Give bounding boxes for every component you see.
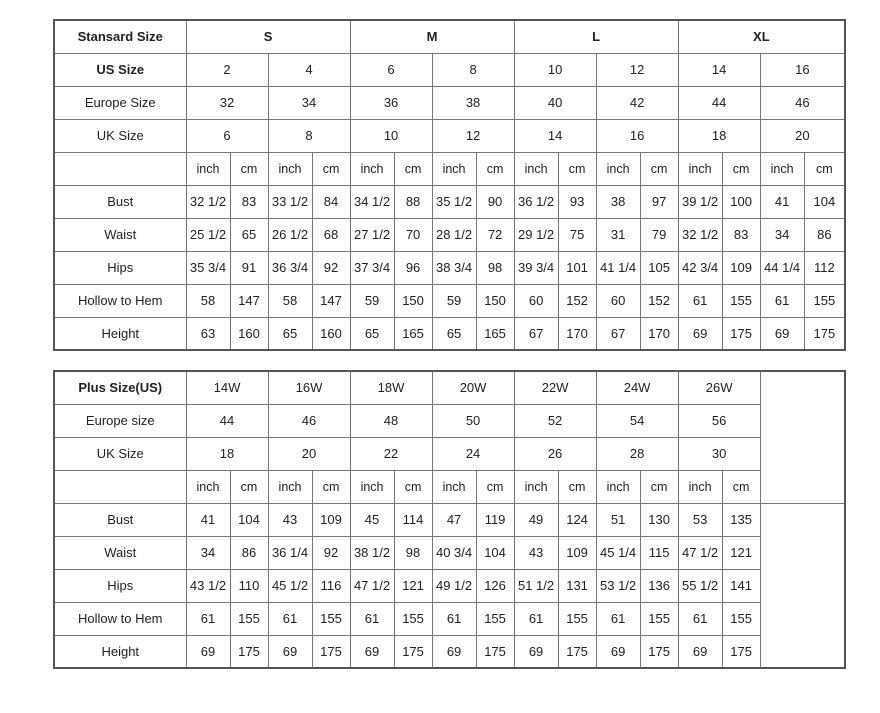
us-size-cell: 8 — [432, 53, 514, 86]
value-inch: 61 — [186, 602, 230, 635]
plus-size-cell: 26W — [678, 371, 760, 404]
europe-size-row — [54, 86, 845, 119]
unit-inch: inch — [678, 470, 722, 503]
measure-row — [54, 635, 845, 668]
value-cm: 86 — [230, 536, 268, 569]
value-cm: 175 — [722, 317, 760, 350]
value-inch: 31 — [596, 218, 640, 251]
plus-uk-cell: 18 — [186, 437, 268, 470]
value-cm: 110 — [230, 569, 268, 602]
value-inch: 35 1/2 — [432, 185, 476, 218]
value-cm: 96 — [394, 251, 432, 284]
value-inch: 49 1/2 — [432, 569, 476, 602]
value-inch: 39 3/4 — [514, 251, 558, 284]
value-cm: 70 — [394, 218, 432, 251]
value-inch: 60 — [514, 284, 558, 317]
unit-cm: cm — [722, 470, 760, 503]
unit-cm: cm — [722, 152, 760, 185]
value-inch: 43 1/2 — [186, 569, 230, 602]
value-cm: 155 — [312, 602, 350, 635]
size-header-m: M — [350, 20, 514, 53]
plus-uk-cell: 22 — [350, 437, 432, 470]
value-inch: 40 3/4 — [432, 536, 476, 569]
uk-size-cell: 6 — [186, 119, 268, 152]
value-cm: 165 — [476, 317, 514, 350]
value-inch: 45 1/4 — [596, 536, 640, 569]
uk-size-cell: 10 — [350, 119, 432, 152]
value-inch: 51 1/2 — [514, 569, 558, 602]
value-cm: 150 — [394, 284, 432, 317]
unit-inch: inch — [432, 470, 476, 503]
value-inch: 38 — [596, 185, 640, 218]
plus-europe-cell: 50 — [432, 404, 514, 437]
value-cm: 155 — [640, 602, 678, 635]
unit-cm: cm — [640, 470, 678, 503]
value-inch: 60 — [596, 284, 640, 317]
size-letter-row — [54, 20, 845, 53]
value-inch: 33 1/2 — [268, 185, 312, 218]
value-cm: 131 — [558, 569, 596, 602]
unit-inch: inch — [268, 470, 312, 503]
value-inch: 36 1/4 — [268, 536, 312, 569]
plus-size-cell: 14W — [186, 371, 268, 404]
value-cm: 152 — [640, 284, 678, 317]
value-inch: 43 — [268, 503, 312, 536]
value-cm: 135 — [722, 503, 760, 536]
value-cm: 170 — [558, 317, 596, 350]
value-inch: 27 1/2 — [350, 218, 394, 251]
measure-label: Waist — [54, 218, 186, 251]
value-inch: 36 3/4 — [268, 251, 312, 284]
value-cm: 72 — [476, 218, 514, 251]
value-cm: 124 — [558, 503, 596, 536]
value-cm: 175 — [476, 635, 514, 668]
unit-inch: inch — [186, 470, 230, 503]
plus-measure-rows — [54, 503, 845, 668]
value-cm: 175 — [230, 635, 268, 668]
value-inch: 45 1/2 — [268, 569, 312, 602]
value-cm: 83 — [722, 218, 760, 251]
value-inch: 49 — [514, 503, 558, 536]
unit-cm: cm — [476, 470, 514, 503]
value-cm: 150 — [476, 284, 514, 317]
unit-row-blank — [54, 152, 186, 185]
plus-size-table — [53, 370, 846, 669]
value-inch: 34 1/2 — [350, 185, 394, 218]
value-cm: 155 — [558, 602, 596, 635]
plus-size-cell: 18W — [350, 371, 432, 404]
value-cm: 175 — [312, 635, 350, 668]
uk-size-cell: 20 — [760, 119, 845, 152]
us-size-cell: 10 — [514, 53, 596, 86]
plus-uk-cell: 30 — [678, 437, 760, 470]
value-cm: 109 — [722, 251, 760, 284]
measure-label: Waist — [54, 536, 186, 569]
europe-size-cell: 46 — [760, 86, 845, 119]
plus-blank-column — [760, 371, 845, 503]
plus-europe-cell: 56 — [678, 404, 760, 437]
value-inch: 41 — [760, 185, 804, 218]
measure-label: Hips — [54, 569, 186, 602]
value-cm: 155 — [722, 602, 760, 635]
europe-size-cell: 42 — [596, 86, 678, 119]
value-cm: 175 — [394, 635, 432, 668]
plus-unit-row-blank — [54, 470, 186, 503]
us-size-cell: 14 — [678, 53, 760, 86]
measure-row — [54, 602, 845, 635]
value-cm: 86 — [804, 218, 845, 251]
value-inch: 69 — [760, 317, 804, 350]
unit-inch: inch — [350, 470, 394, 503]
value-inch: 41 1/4 — [596, 251, 640, 284]
value-inch: 35 3/4 — [186, 251, 230, 284]
value-cm: 141 — [722, 569, 760, 602]
value-cm: 84 — [312, 185, 350, 218]
unit-inch: inch — [186, 152, 230, 185]
uk-size-cell: 18 — [678, 119, 760, 152]
value-inch: 38 1/2 — [350, 536, 394, 569]
unit-cm: cm — [394, 470, 432, 503]
measure-row — [54, 569, 845, 602]
value-cm: 101 — [558, 251, 596, 284]
value-cm: 112 — [804, 251, 845, 284]
unit-cm: cm — [558, 152, 596, 185]
unit-inch: inch — [268, 152, 312, 185]
value-cm: 136 — [640, 569, 678, 602]
value-inch: 61 — [678, 602, 722, 635]
value-inch: 69 — [678, 635, 722, 668]
us-size-cell: 12 — [596, 53, 678, 86]
value-cm: 160 — [230, 317, 268, 350]
unit-inch: inch — [678, 152, 722, 185]
value-inch: 63 — [186, 317, 230, 350]
value-cm: 75 — [558, 218, 596, 251]
value-inch: 39 1/2 — [678, 185, 722, 218]
value-inch: 25 1/2 — [186, 218, 230, 251]
measure-label: Height — [54, 635, 186, 668]
plus-size-row — [54, 371, 845, 404]
value-inch: 47 1/2 — [678, 536, 722, 569]
value-inch: 42 3/4 — [678, 251, 722, 284]
unit-cm: cm — [230, 152, 268, 185]
unit-cm: cm — [394, 152, 432, 185]
measure-row — [54, 218, 845, 251]
value-inch: 44 1/4 — [760, 251, 804, 284]
value-cm: 104 — [476, 536, 514, 569]
value-cm: 155 — [722, 284, 760, 317]
value-inch: 47 — [432, 503, 476, 536]
value-inch: 61 — [432, 602, 476, 635]
value-inch: 59 — [432, 284, 476, 317]
value-cm: 100 — [722, 185, 760, 218]
unit-cm: cm — [804, 152, 845, 185]
plus-size-cell: 22W — [514, 371, 596, 404]
value-inch: 69 — [268, 635, 312, 668]
value-cm: 175 — [640, 635, 678, 668]
value-cm: 109 — [558, 536, 596, 569]
size-header-l: L — [514, 20, 678, 53]
value-inch: 69 — [678, 317, 722, 350]
value-cm: 121 — [394, 569, 432, 602]
value-inch: 69 — [350, 635, 394, 668]
unit-inch: inch — [760, 152, 804, 185]
value-inch: 32 1/2 — [186, 185, 230, 218]
value-inch: 67 — [596, 317, 640, 350]
value-inch: 61 — [596, 602, 640, 635]
plus-uk-label: UK Size — [54, 437, 186, 470]
value-inch: 45 — [350, 503, 394, 536]
value-inch: 69 — [514, 635, 558, 668]
unit-cm: cm — [558, 470, 596, 503]
value-inch: 28 1/2 — [432, 218, 476, 251]
unit-inch: inch — [350, 152, 394, 185]
us-size-cell: 6 — [350, 53, 432, 86]
plus-uk-cell: 26 — [514, 437, 596, 470]
unit-cm: cm — [640, 152, 678, 185]
plus-europe-row — [54, 404, 845, 437]
value-inch: 65 — [432, 317, 476, 350]
value-cm: 91 — [230, 251, 268, 284]
unit-cm: cm — [476, 152, 514, 185]
value-cm: 98 — [394, 536, 432, 569]
value-inch: 51 — [596, 503, 640, 536]
value-inch: 61 — [678, 284, 722, 317]
value-cm: 175 — [804, 317, 845, 350]
europe-size-label: Europe Size — [54, 86, 186, 119]
plus-size-cell: 20W — [432, 371, 514, 404]
europe-size-cell: 38 — [432, 86, 514, 119]
unit-cm: cm — [312, 470, 350, 503]
uk-size-cell: 14 — [514, 119, 596, 152]
value-cm: 109 — [312, 503, 350, 536]
unit-inch: inch — [596, 152, 640, 185]
us-size-cell: 16 — [760, 53, 845, 86]
measure-label: Hips — [54, 251, 186, 284]
value-cm: 93 — [558, 185, 596, 218]
plus-europe-cell: 46 — [268, 404, 350, 437]
value-inch: 47 1/2 — [350, 569, 394, 602]
europe-size-cell: 32 — [186, 86, 268, 119]
unit-cm: cm — [230, 470, 268, 503]
value-inch: 34 — [186, 536, 230, 569]
unit-inch: inch — [514, 152, 558, 185]
plus-corner-label: Plus Size(US) — [54, 371, 186, 404]
unit-inch: inch — [514, 470, 558, 503]
value-cm: 152 — [558, 284, 596, 317]
us-size-label: US Size — [54, 53, 186, 86]
value-inch: 53 — [678, 503, 722, 536]
value-inch: 34 — [760, 218, 804, 251]
uk-size-label: UK Size — [54, 119, 186, 152]
value-cm: 83 — [230, 185, 268, 218]
value-cm: 170 — [640, 317, 678, 350]
value-inch: 69 — [186, 635, 230, 668]
value-inch: 43 — [514, 536, 558, 569]
us-size-cell: 2 — [186, 53, 268, 86]
plus-size-cell: 16W — [268, 371, 350, 404]
value-cm: 155 — [476, 602, 514, 635]
plus-uk-row — [54, 437, 845, 470]
value-cm: 68 — [312, 218, 350, 251]
value-inch: 58 — [268, 284, 312, 317]
unit-cm: cm — [312, 152, 350, 185]
value-cm: 65 — [230, 218, 268, 251]
value-inch: 69 — [596, 635, 640, 668]
plus-europe-cell: 52 — [514, 404, 596, 437]
value-inch: 41 — [186, 503, 230, 536]
measure-label: Hollow to Hem — [54, 284, 186, 317]
value-cm: 130 — [640, 503, 678, 536]
corner-label: Stansard Size — [54, 20, 186, 53]
value-cm: 116 — [312, 569, 350, 602]
value-inch: 61 — [350, 602, 394, 635]
measure-row — [54, 317, 845, 350]
measure-label: Bust — [54, 185, 186, 218]
europe-size-cell: 36 — [350, 86, 432, 119]
value-cm: 92 — [312, 251, 350, 284]
value-cm: 105 — [640, 251, 678, 284]
value-inch: 53 1/2 — [596, 569, 640, 602]
measure-label: Bust — [54, 503, 186, 536]
value-cm: 155 — [394, 602, 432, 635]
value-cm: 104 — [804, 185, 845, 218]
unit-inch: inch — [596, 470, 640, 503]
value-cm: 155 — [230, 602, 268, 635]
value-cm: 88 — [394, 185, 432, 218]
value-cm: 147 — [312, 284, 350, 317]
standard-measure-rows — [54, 185, 845, 350]
plus-europe-cell: 54 — [596, 404, 678, 437]
value-cm: 175 — [722, 635, 760, 668]
value-inch: 65 — [268, 317, 312, 350]
uk-size-cell: 16 — [596, 119, 678, 152]
value-cm: 165 — [394, 317, 432, 350]
value-cm: 119 — [476, 503, 514, 536]
plus-size-cell: 24W — [596, 371, 678, 404]
measure-row — [54, 503, 845, 536]
plus-unit-row — [54, 470, 845, 503]
value-cm: 79 — [640, 218, 678, 251]
value-cm: 98 — [476, 251, 514, 284]
plus-europe-cell: 48 — [350, 404, 432, 437]
value-inch: 61 — [514, 602, 558, 635]
measure-row — [54, 536, 845, 569]
measure-row — [54, 185, 845, 218]
size-header-s: S — [186, 20, 350, 53]
value-inch: 38 3/4 — [432, 251, 476, 284]
value-inch: 67 — [514, 317, 558, 350]
value-inch: 26 1/2 — [268, 218, 312, 251]
plus-uk-cell: 20 — [268, 437, 350, 470]
measure-row — [54, 251, 845, 284]
plus-uk-cell: 28 — [596, 437, 678, 470]
value-cm: 97 — [640, 185, 678, 218]
measure-label: Hollow to Hem — [54, 602, 186, 635]
value-inch: 58 — [186, 284, 230, 317]
value-cm: 104 — [230, 503, 268, 536]
unit-inch: inch — [432, 152, 476, 185]
value-cm: 147 — [230, 284, 268, 317]
uk-size-row — [54, 119, 845, 152]
value-cm: 115 — [640, 536, 678, 569]
value-inch: 69 — [432, 635, 476, 668]
value-inch: 37 3/4 — [350, 251, 394, 284]
measure-row — [54, 284, 845, 317]
plus-europe-label: Europe size — [54, 404, 186, 437]
value-inch: 59 — [350, 284, 394, 317]
value-cm: 121 — [722, 536, 760, 569]
us-size-cell: 4 — [268, 53, 350, 86]
value-cm: 114 — [394, 503, 432, 536]
value-cm: 90 — [476, 185, 514, 218]
value-cm: 92 — [312, 536, 350, 569]
plus-uk-cell: 24 — [432, 437, 514, 470]
europe-size-cell: 44 — [678, 86, 760, 119]
value-cm: 175 — [558, 635, 596, 668]
measure-label: Height — [54, 317, 186, 350]
value-inch: 61 — [760, 284, 804, 317]
value-inch: 61 — [268, 602, 312, 635]
value-cm: 160 — [312, 317, 350, 350]
plus-europe-cell: 44 — [186, 404, 268, 437]
uk-size-cell: 8 — [268, 119, 350, 152]
unit-row — [54, 152, 845, 185]
standard-size-table — [53, 19, 846, 351]
us-size-row — [54, 53, 845, 86]
value-inch: 32 1/2 — [678, 218, 722, 251]
europe-size-cell: 34 — [268, 86, 350, 119]
europe-size-cell: 40 — [514, 86, 596, 119]
value-cm: 126 — [476, 569, 514, 602]
uk-size-cell: 12 — [432, 119, 514, 152]
value-inch: 36 1/2 — [514, 185, 558, 218]
value-cm: 155 — [804, 284, 845, 317]
size-header-xl: XL — [678, 20, 845, 53]
value-inch: 29 1/2 — [514, 218, 558, 251]
value-inch: 55 1/2 — [678, 569, 722, 602]
value-inch: 65 — [350, 317, 394, 350]
